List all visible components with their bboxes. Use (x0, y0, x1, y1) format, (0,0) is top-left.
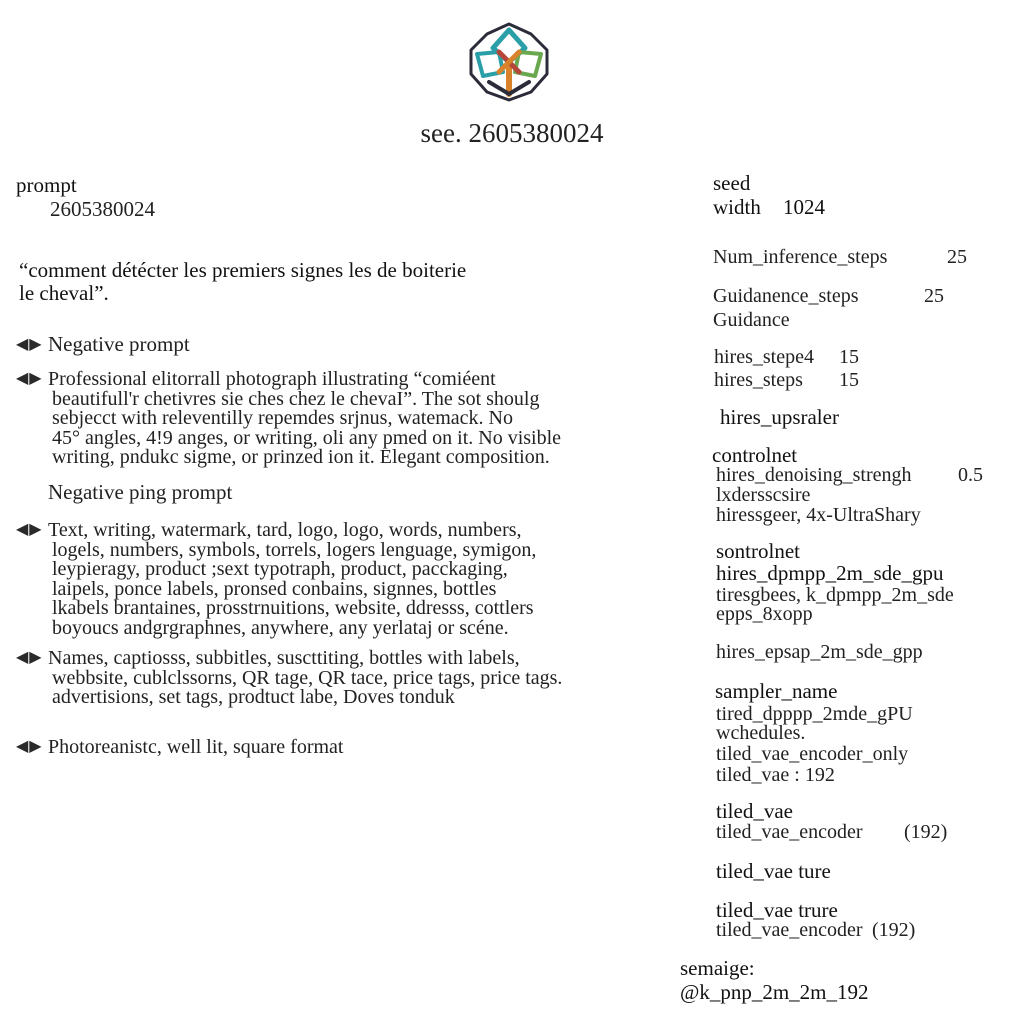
prompt-quote (19, 259, 466, 305)
page-title: see. 2605380024 (420, 118, 604, 148)
hires-steps-row-2 (714, 369, 859, 392)
width-value: 1024 (783, 195, 825, 219)
num-steps-row (713, 246, 967, 269)
denoise-label: hires_denoising_strengh (716, 464, 912, 486)
epsap-label: hires_epsap_2m_sde_gpp (716, 641, 923, 663)
tiled-enc-row-1 (716, 821, 948, 844)
para-line: laipels, ponce labels, pronsed conbains, signnes, bottles (52, 577, 497, 600)
guidance-label: Guidance (713, 309, 790, 331)
controlnet-label: controlnet (712, 443, 798, 467)
width-row (713, 195, 825, 220)
guidance-steps-label: Guidanence_steps (713, 285, 859, 307)
left-right-triangle-icon[interactable]: ◀▶ (16, 736, 43, 755)
tired-label: tired_dpppp_2mde_gPU (716, 703, 913, 725)
num-steps-label: Num_inference_steps (713, 246, 888, 268)
tiled-true-label: tiled_vae trure (716, 898, 838, 922)
quote-line: le cheval”. (19, 281, 109, 305)
wchedules-label: wchedules. (716, 722, 806, 744)
para-line: Photoreanistc, well lit, square format (48, 736, 344, 758)
para-line: boyoucs andgrgraphnes, anywhere, any yerlataj or scéne. (52, 616, 509, 639)
sontrolnet-label: sontrolnet (716, 539, 800, 563)
hiressgeer-label: hiressgeer, 4x-UltraShary (716, 504, 921, 526)
left-right-triangle-icon[interactable]: ◀▶ (16, 368, 43, 387)
denoise-value: 0.5 (958, 464, 983, 486)
tiled-enc-value: (192) (872, 919, 916, 941)
tiled-enc-only-label: tiled_vae_encoder_only (716, 743, 909, 765)
dpmpp-label: hires_dpmpp_2m_sde_gpu (716, 561, 944, 585)
seed-label: seed (713, 171, 751, 195)
para-line: advertisions, set tags, prodtuct labe, Doves tonduk (52, 686, 455, 708)
hires-steps-value: 15 (839, 369, 859, 391)
section-label: Negative prompt (48, 332, 190, 356)
tiled-enc-label: tiled_vae_encoder (716, 919, 863, 941)
quote-line: “comment détécter les premiers signes les de boiterie (19, 258, 467, 282)
section-negative-prompt[interactable] (16, 332, 190, 357)
para-line: 45° angles, 4!9 anges, or writing, oli any pmed on it. No visible (52, 426, 562, 449)
tiled-vae-label: tiled_vae (716, 799, 793, 823)
epps-label: epps_8xopp (716, 603, 813, 625)
guidance-steps-row (713, 285, 944, 308)
kdersc-label: lxdersscsire (716, 484, 811, 506)
para-line: leypieragy, product ;sext typotraph, product, pacckaging, (52, 558, 508, 580)
para-line: logels, numbers, symbols, torrels, logers lenguage, symigon, (52, 538, 537, 561)
para-line: sebjecct with releventilly repemdes srjnus, watemack. No (52, 407, 513, 429)
section-negative-ping-prompt: Negative ping prompt (48, 480, 233, 504)
guidance-steps-value: 25 (924, 285, 944, 307)
paragraph-1 (16, 368, 561, 468)
paragraph-3 (16, 647, 562, 708)
tiled-enc-label: tiled_vae_encoder (716, 821, 863, 843)
para-line: lkabels brantaines, prosstrnuitions, website, ddresss, cottlers (52, 597, 534, 619)
hires-steps-row-1 (714, 346, 859, 369)
left-right-triangle-icon[interactable]: ◀▶ (16, 334, 43, 353)
semaige-value: @k_pnp_2m_2m_192 (680, 980, 869, 1004)
semaige-label: semaige: (680, 956, 755, 980)
para-line: Text, writing, watermark, tard, logo, logo, words, numbers, (48, 519, 522, 541)
paragraph-2 (16, 519, 536, 638)
left-right-triangle-icon[interactable]: ◀▶ (16, 519, 43, 538)
prompt-value: 2605380024 (50, 197, 155, 221)
num-steps-value: 25 (947, 246, 967, 268)
left-right-triangle-icon[interactable]: ◀▶ (16, 647, 43, 666)
tiled-enc-value: (192) (904, 821, 948, 843)
paragraph-4 (16, 736, 343, 758)
tiled-ture-label: tiled_vae ture (716, 859, 831, 883)
prompt-label: prompt (16, 173, 77, 197)
hires-steps-label: hires_steps (714, 369, 803, 391)
para-line: Names, captiosss, subbitles, suscttiting, bottles with labels, (48, 647, 520, 669)
tiled-enc-row-2 (716, 919, 916, 942)
hires-steps-value: 15 (839, 346, 859, 368)
hires-steps-label: hires_stepe4 (714, 346, 814, 368)
para-line: webbsite, cublclssorns, QR tage, QR tace, price tags, price tags. (52, 666, 563, 689)
para-line: beautifull'r chetivres sie ches chez le chevaI”. The sot shoulg (52, 387, 540, 410)
width-label: width (713, 195, 761, 219)
geometric-flower-logo-icon (459, 20, 559, 104)
para-line: writing, pndukc sigme, or prinzed ion it. Elegant composition. (52, 446, 550, 468)
sampler-label: sampler_name (715, 679, 838, 703)
para-line: Professional elitorrall photograph illustrating “comiéent (48, 368, 496, 390)
tiresgbees-label: tiresgbees, k_dpmpp_2m_sde (716, 584, 954, 606)
tiled-vae-192-label: tiled_vae : 192 (716, 764, 835, 786)
hires-upscaler-label: hires_upsraler (720, 405, 839, 429)
